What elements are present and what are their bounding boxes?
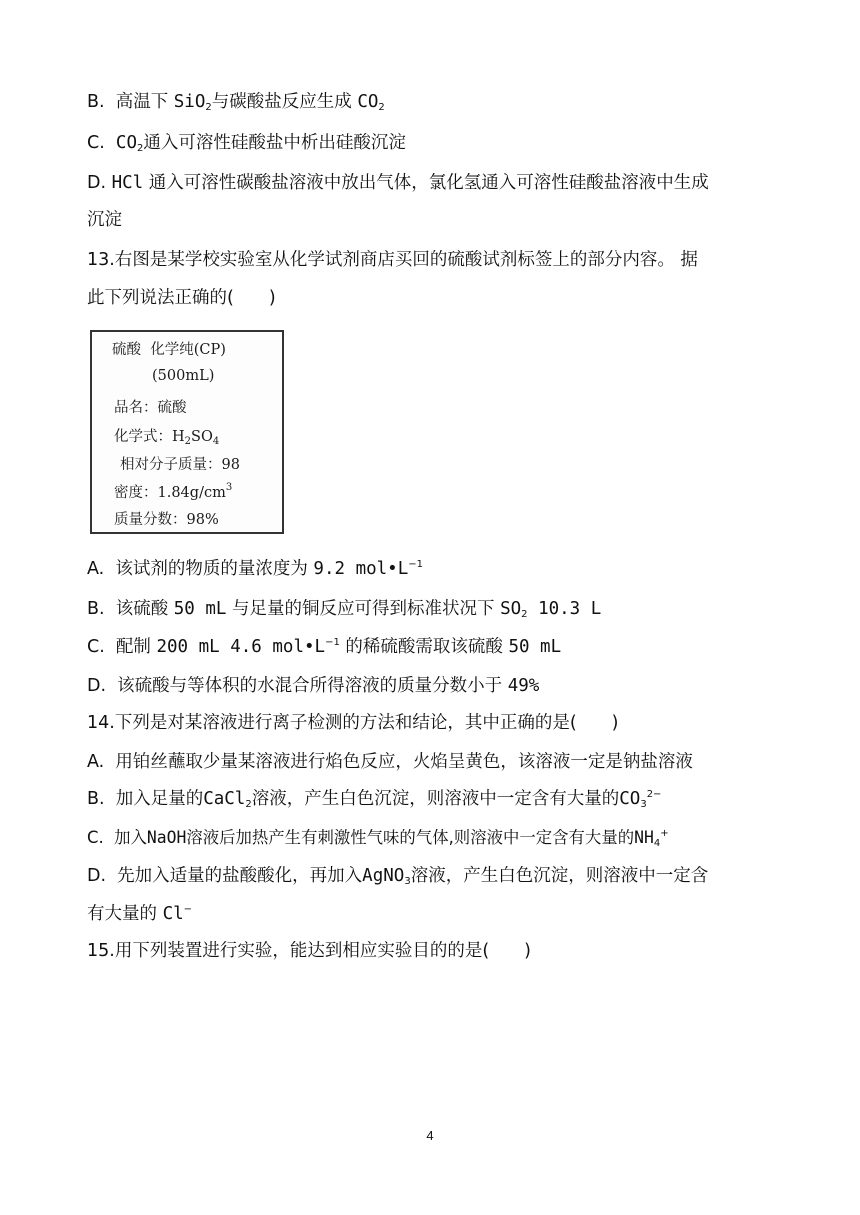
formula-cacl2: CaCl (203, 789, 246, 809)
subscript: 4 (653, 838, 661, 849)
q12-option-d-letter: D. (87, 173, 112, 193)
label-formula (114, 425, 219, 446)
subscript: 2 (205, 102, 212, 113)
formula-cl: Cl (162, 904, 184, 924)
superscript: + (660, 828, 669, 839)
q13-option-d-value: 49% (507, 676, 540, 696)
subscript: 2 (137, 143, 144, 154)
q12-option-c (87, 131, 406, 155)
subscript: 3 (404, 876, 411, 887)
subscript: 2 (245, 799, 252, 810)
q13-stem-line2: 此下列说法正确的( ) (87, 288, 276, 308)
q13-option-c (87, 635, 561, 659)
formula-agno3: AgNO (362, 866, 405, 886)
q13-option-a-text: A. 该试剂的物质的量浓度为 (87, 559, 314, 579)
q13-option-b-text2: 与足量的铜反应可得到标准状况下 (226, 599, 501, 619)
q14-option-c-text2: 溶液后加热产生有刺激性气味的气体,则溶液中一定含有大量的 (186, 828, 635, 847)
q13-option-b-result: 10.3 L (527, 599, 602, 619)
label-title: 硫酸 化学纯(CP) (112, 342, 226, 358)
q12-option-b (87, 90, 385, 114)
q14-option-d-line1 (87, 864, 708, 888)
formula-co3: CO (619, 789, 641, 809)
q12-option-b-text2: 与碳酸盐反应生成 (211, 92, 358, 112)
q13-option-b-text: B. 该硫酸 (87, 599, 174, 619)
q12-option-c-text: 通入可溶性硅酸盐中析出硅酸沉淀 (143, 133, 406, 153)
q12-option-b-text: B. 高温下 (87, 92, 174, 112)
q14-option-c-text: C. 加入 (87, 828, 147, 847)
superscript: −1 (325, 637, 340, 648)
q13-option-a-value: 9.2 mol•L (313, 559, 409, 579)
formula-hcl: HCl (111, 173, 144, 193)
subscript: 2 (184, 436, 192, 447)
q14-option-c (87, 826, 669, 850)
label-formula-prefix: 化学式： (114, 429, 172, 445)
superscript: 2− (646, 789, 662, 800)
q14-option-b (87, 787, 661, 811)
q12-option-d-text: 通入可溶性碳酸盐溶液中放出气体，氯化氢通入可溶性硅酸盐溶液中生成 (143, 173, 709, 193)
formula-so2: SO (500, 599, 522, 619)
q13-option-c-text: C. 配制 (87, 637, 157, 657)
q13-option-b-volume: 50 mL (173, 599, 227, 619)
q14-option-d-line2 (87, 902, 192, 926)
label-density-text: 密度：1.84g/cm (114, 485, 226, 501)
q14-stem: 14.下列是对某溶液进行离子检测的方法和结论，其中正确的是( ) (87, 713, 619, 733)
page-number: 4 (426, 1128, 434, 1143)
label-name: 品名：硫酸 (114, 400, 187, 416)
q13-option-d (87, 674, 539, 698)
reagent-label-image (90, 330, 284, 534)
formula-co2: CO (115, 133, 137, 153)
q13-option-c-text2: 的稀硫酸需取该硫酸 (339, 637, 509, 657)
subscript: 4 (212, 436, 220, 447)
q12-option-d-line1 (87, 171, 709, 195)
q13-option-c-volume: 50 mL (508, 637, 562, 657)
formula-sio2: SiO (173, 92, 206, 112)
label-mass-fraction: 质量分数：98% (114, 512, 219, 528)
q14-option-d-text: D. 先加入适量的盐酸酸化，再加入 (87, 866, 363, 886)
superscript: −1 (408, 559, 423, 570)
q15-stem: 15.用下列装置进行实验，能达到相应实验目的的是( ) (87, 941, 531, 961)
q14-option-a: A. 用铂丝蘸取少量某溶液进行焰色反应，火焰呈黄色，该溶液一定是钠盐溶液 (87, 752, 693, 772)
q13-option-d-text: D. 该硫酸与等体积的水混合所得溶液的质量分数小于 (87, 676, 508, 696)
label-volume: (500mL) (152, 368, 215, 384)
q14-option-b-text: B. 加入足量的 (87, 789, 204, 809)
superscript: − (183, 904, 193, 915)
label-molar-mass: 相对分子质量：98 (120, 457, 240, 473)
formula-co2: CO (357, 92, 379, 112)
q13-option-a (87, 557, 423, 581)
subscript: 2 (378, 102, 385, 113)
subscript: 3 (640, 799, 647, 810)
label-formula-part: H (172, 429, 185, 445)
formula-nh4: NH (634, 828, 654, 847)
q13-option-b (87, 597, 601, 621)
q12-option-d-line2: 沉淀 (87, 210, 122, 230)
q13-option-c-value: 200 mL 4.6 mol•L (156, 637, 326, 657)
superscript: 3 (225, 482, 233, 493)
q13-stem-line1: 13.右图是某学校实验室从化学试剂商店买回的硫酸试剂标签上的部分内容。 据 (87, 250, 698, 270)
subscript: 2 (521, 609, 528, 620)
formula-naoh: NaOH (146, 828, 187, 847)
q14-option-b-text2: 溶液，产生白色沉淀，则溶液中一定含有大量的 (251, 789, 620, 809)
q12-option-c-letter: C. (87, 133, 116, 153)
q14-option-d-line2-text: 有大量的 (87, 904, 163, 924)
q14-option-d-text2: 溶液，产生白色沉淀，则溶液中一定含 (410, 866, 709, 886)
label-density (114, 481, 232, 502)
label-formula-part: SO (191, 429, 213, 445)
